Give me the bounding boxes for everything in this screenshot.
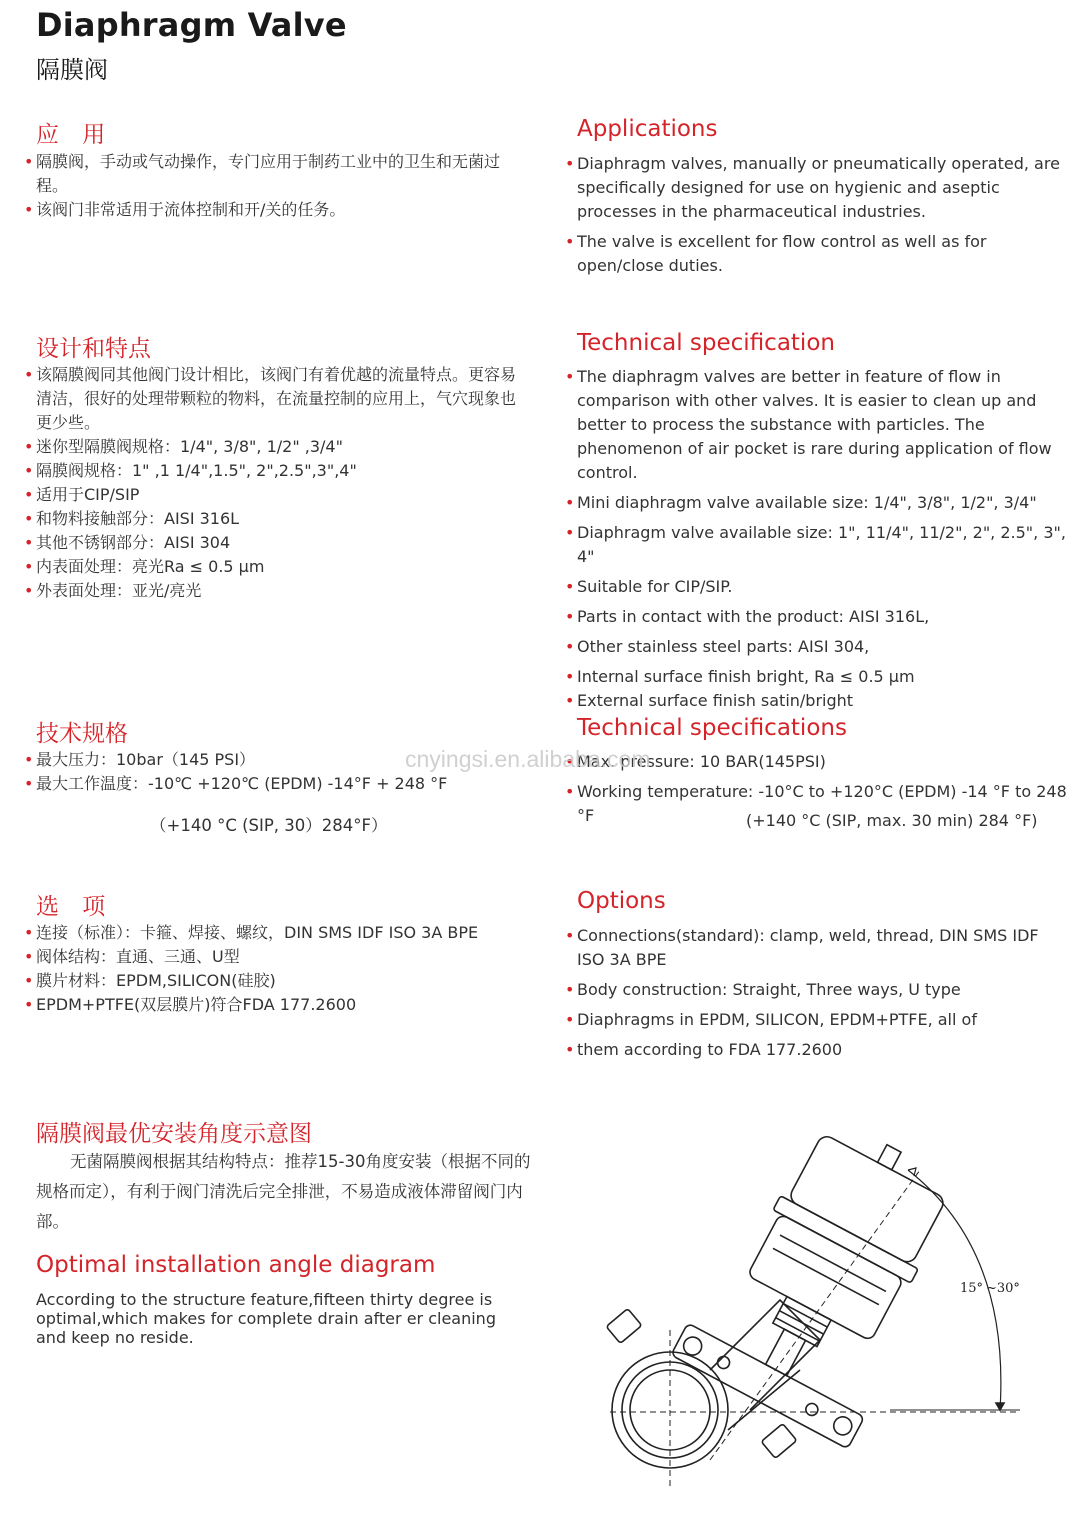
- valve-angle-diagram: [590, 1130, 1070, 1510]
- list-item: • Parts in contact with the product: AISI 316L,: [577, 605, 1072, 629]
- specs-heading-cn: 技术规格: [36, 721, 128, 747]
- list-item: • 隔膜阀规格：1" ,1 1/4",1.5", 2",2.5",3",4": [36, 459, 526, 483]
- applications-list-cn: [36, 150, 526, 222]
- list-item: • The diaphragm valves are better in feature of flow in comparison with other valves. It is easier to clean up and better to process the substance with particles. The phenomenon of air pocket is rare during application of flow control.: [577, 365, 1072, 485]
- list-item: • 隔膜阀，手动或气动操作，专门应用于制药工业中的卫生和无菌过程。: [36, 150, 526, 198]
- options-heading-en: Options: [577, 888, 666, 914]
- angle-label-30: ~30°: [986, 1281, 1020, 1296]
- options-list-cn: [36, 921, 536, 1017]
- install-text-cn: 无菌隔膜阀根据其结构特点：推荐15-30角度安装（根据不同的规格而定），有利于阀门清洗后完全排泄，不易造成液体滞留阀门内部。: [36, 1152, 531, 1231]
- body-neck: [710, 1300, 820, 1410]
- install-heading-en: Optimal installation angle diagram: [36, 1252, 436, 1278]
- list-item: • Max. pressure: 10 BAR(145PSI): [577, 750, 1077, 774]
- design-list-en: [577, 365, 1072, 713]
- list-item: • 阀体结构：直通、三通、U型: [36, 945, 536, 969]
- list-item: • Other stainless steel parts: AISI 304,: [577, 635, 1072, 659]
- list-item: • 该阀门非常适用于流体控制和开/关的任务。: [36, 198, 526, 222]
- install-text-en: According to the structure feature,fifteen thirty degree is optimal,which makes for complete drain after er cleaning and keep no reside.: [36, 1290, 496, 1347]
- actuator-cap: [788, 1133, 947, 1265]
- applications-list-en: [577, 152, 1067, 278]
- specs-heading-en: Technical specifications: [577, 715, 847, 741]
- list-item: • Mini diaphragm valve available size: 1/4", 3/8", 1/2", 3/4": [577, 491, 1072, 515]
- list-item: • 其他不锈钢部分：AISI 304: [36, 531, 526, 555]
- list-item: • Body construction: Straight, Three ways, U type: [577, 978, 1062, 1002]
- applications-heading-cn: 应 用: [36, 122, 114, 148]
- list-item: • 和物料接触部分：AISI 316L: [36, 507, 526, 531]
- list-item: • External surface finish satin/bright: [577, 689, 1072, 713]
- design-list-cn: [36, 363, 526, 603]
- list-item: • 最大工作温度：-10℃ +120℃ (EPDM) -14°F + 248 °F: [36, 772, 536, 796]
- list-item: • Connections(standard): clamp, weld, thread, DIN SMS IDF ISO 3A BPE: [577, 924, 1062, 972]
- design-heading-en: Technical specification: [577, 330, 835, 356]
- options-list-en: [577, 924, 1062, 1062]
- indicator: [878, 1145, 902, 1170]
- list-item: • Working temperature: -10°C to +120°C (EPDM) -14 °F to 248 °F: [577, 780, 1077, 828]
- actuator-body: [747, 1214, 903, 1342]
- install-heading-cn: 隔膜阀最优安装角度示意图: [36, 1121, 312, 1147]
- list-item: • 最大压力：10bar（145 PSI）: [36, 748, 536, 772]
- list-item: • Diaphragm valve available size: 1", 11/4", 11/2", 2", 2.5", 3", 4": [577, 521, 1072, 569]
- list-item: • 该隔膜阀同其他阀门设计相比，该阀门有着优越的流量特点。更容易清洁，很好的处理带颗粒的物料，在流量控制的应用上，气穴现象也更少些。: [36, 363, 526, 435]
- list-item: • 内表面处理：亮光Ra ≤ 0.5 μm: [36, 555, 526, 579]
- applications-heading-en: Applications: [577, 116, 718, 142]
- list-item: • 膜片材料：EPDM,SILICON(硅胶): [36, 969, 536, 993]
- page-subtitle-cn: 隔膜阀: [36, 56, 108, 84]
- list-item: • Suitable for CIP/SIP.: [577, 575, 1072, 599]
- list-item: • them according to FDA 177.2600: [577, 1038, 1062, 1062]
- specs-extra-cn: （+140 °C (SIP, 30）284°F）: [150, 816, 388, 835]
- list-item: • EPDM+PTFE(双层膜片)符合FDA 177.2600: [36, 993, 536, 1017]
- angle-label-15: 15°: [960, 1281, 984, 1296]
- list-item: • 连接（标准）：卡箍、焊接、螺纹，DIN SMS IDF ISO 3A BPE: [36, 921, 536, 945]
- watermark: cnyingsi.en.alibaba.com: [405, 746, 651, 772]
- list-item: • 适用于CIP/SIP: [36, 483, 526, 507]
- list-item: • 外表面处理：亚光/亮光: [36, 579, 526, 603]
- list-item: • Internal surface finish bright, Ra ≤ 0.5 μm: [577, 665, 1072, 689]
- specs-extra-en: (+140 °C (SIP, max. 30 min) 284 °F): [746, 811, 1038, 830]
- list-item: • 迷你型隔膜阀规格：1/4", 3/8", 1/2" ,3/4": [36, 435, 526, 459]
- list-item: • Diaphragm valves, manually or pneumatically operated, are specifically designed for use on hygienic and aseptic processes in the pharmaceutical industries.: [577, 152, 1067, 224]
- options-heading-cn: 选 项: [36, 894, 114, 920]
- list-item: • The valve is excellent for flow control as well as for open/close duties.: [577, 230, 1067, 278]
- design-heading-cn: 设计和特点: [36, 336, 151, 362]
- list-item: • Diaphragms in EPDM, SILICON, EPDM+PTFE, all of: [577, 1008, 1062, 1032]
- page-title: Diaphragm Valve: [36, 6, 347, 44]
